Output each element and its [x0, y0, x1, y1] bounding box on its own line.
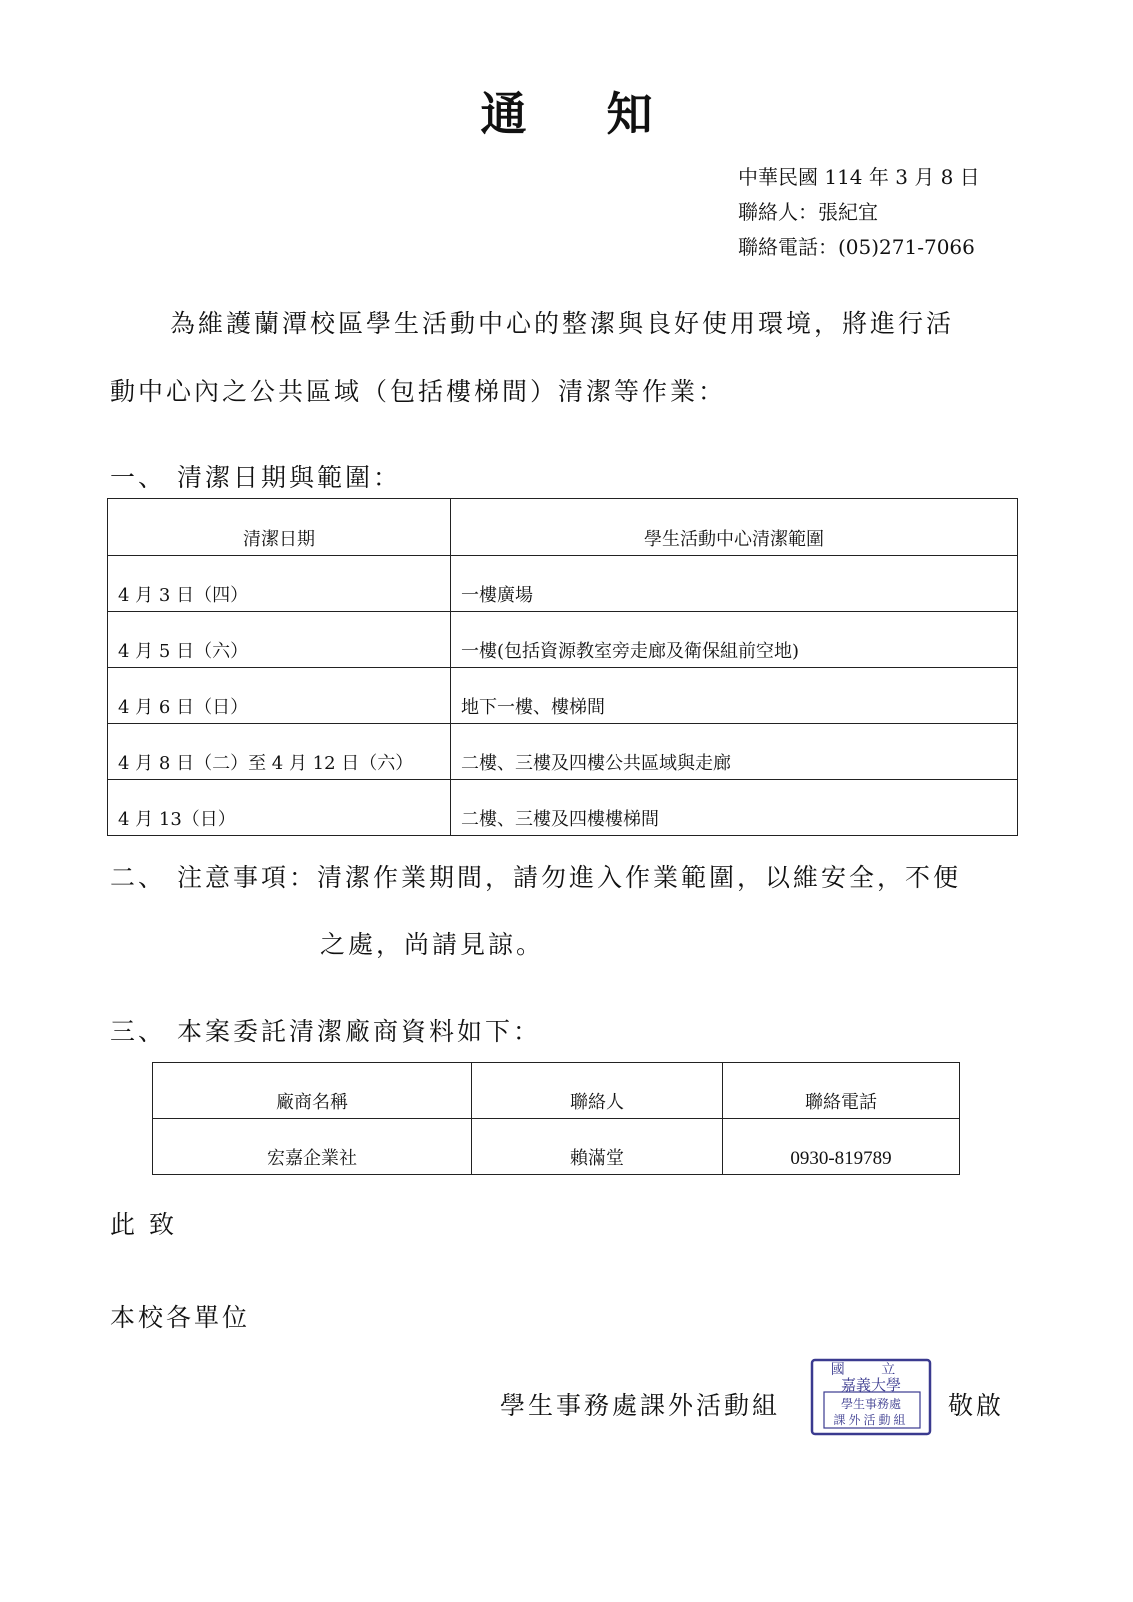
seal-line-1: 國 立	[830, 1362, 912, 1378]
header-vendor-contact: 聯絡人	[472, 1063, 723, 1119]
cleaning-date: 4 月 3 日（四）	[108, 556, 451, 612]
header-cleaning-scope: 學生活動中心清潔範圍	[451, 499, 1018, 556]
vendor-phone: 0930-819789	[723, 1119, 960, 1175]
seal-line-4: 課外活動組	[833, 1413, 909, 1427]
notice-contact: 聯絡人：張紀宜	[738, 200, 878, 224]
official-seal	[810, 1358, 932, 1436]
notice-title: 通知	[480, 87, 733, 141]
cleaning-scope: 地下一樓、樓梯間	[451, 668, 1018, 724]
table-header-row	[108, 499, 1018, 556]
notice-date: 中華民國 114 年 3 月 8 日	[738, 165, 980, 189]
cleaning-date: 4 月 5 日（六）	[108, 612, 451, 668]
header-vendor-name: 廠商名稱	[153, 1063, 472, 1119]
notice-meta	[738, 160, 980, 265]
table-header-row	[153, 1063, 960, 1119]
table-row	[108, 668, 1018, 724]
intro-paragraph	[110, 290, 1030, 426]
signer-unit: 學生事務處課外活動組	[500, 1391, 781, 1420]
cleaning-scope: 二樓、三樓及四樓樓梯間	[451, 780, 1018, 836]
section-2-continuation: 之處，尚請見諒。	[320, 930, 545, 959]
intro-line-1: 為維護蘭潭校區學生活動中心的整潔與良好使用環境，將進行活	[170, 309, 955, 338]
cleaning-scope: 一樓(包括資源教室旁走廊及衛保組前空地)	[451, 612, 1018, 668]
vendor-contact: 賴滿堂	[472, 1119, 723, 1175]
cleaning-date: 4 月 6 日（日）	[108, 668, 451, 724]
table-row	[108, 780, 1018, 836]
vendor-name: 宏嘉企業社	[153, 1119, 472, 1175]
salutation-closing: 此 致	[110, 1210, 177, 1239]
vendor-table	[152, 1062, 960, 1175]
table-row	[108, 556, 1018, 612]
table-row	[108, 724, 1018, 780]
header-cleaning-date: 清潔日期	[108, 499, 451, 556]
table-row	[108, 612, 1018, 668]
cleaning-scope: 一樓廣場	[451, 556, 1018, 612]
cleaning-date: 4 月 13（日）	[108, 780, 451, 836]
closing-respect: 敬啟	[948, 1391, 1005, 1420]
cleaning-schedule-table	[107, 498, 1018, 836]
notice-phone: 聯絡電話：(05)271-7066	[738, 235, 975, 259]
cleaning-scope: 二樓、三樓及四樓公共區域與走廊	[451, 724, 1018, 780]
seal-line-2: 嘉義大學	[840, 1376, 902, 1394]
section-3-heading: 三、 本案委託清潔廠商資料如下：	[110, 1017, 541, 1046]
section-2-heading: 二、 注意事項：清潔作業期間，請勿進入作業範圍，以維安全，不便	[110, 863, 961, 892]
header-vendor-phone: 聯絡電話	[723, 1063, 960, 1119]
section-1-heading: 一、 清潔日期與範圍：	[110, 463, 401, 492]
table-row	[153, 1119, 960, 1175]
recipient: 本校各單位	[110, 1303, 251, 1332]
seal-line-3: 學生事務處	[840, 1397, 902, 1411]
intro-line-2: 動中心內之公共區域（包括樓梯間）清潔等作業：	[110, 377, 727, 406]
cleaning-date: 4 月 8 日（二）至 4 月 12 日（六）	[108, 724, 451, 780]
